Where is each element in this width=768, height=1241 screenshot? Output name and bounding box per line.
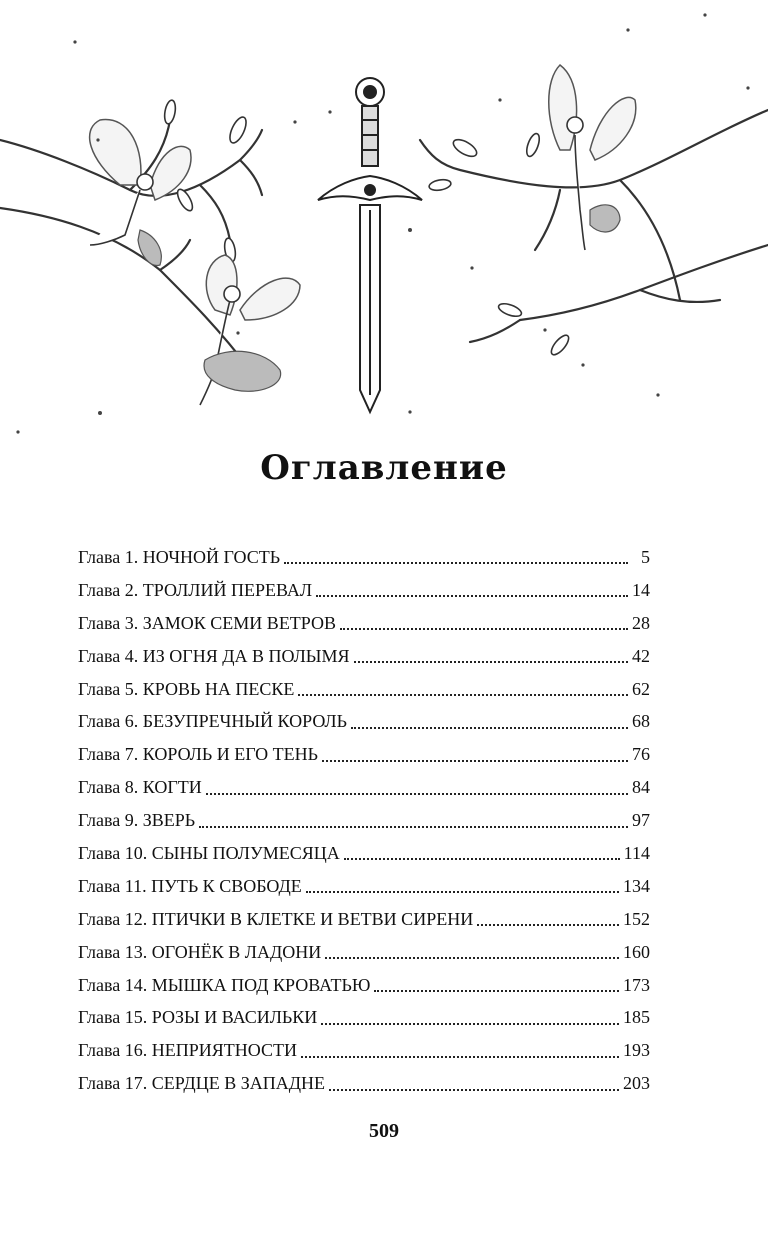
toc-leader-dots xyxy=(301,1056,619,1058)
toc-leader-dots xyxy=(340,628,628,630)
toc-entry-page: 68 xyxy=(632,711,650,732)
toc-leader-dots xyxy=(321,1023,619,1025)
toc-entry-label: Глава 8. КОГТИ xyxy=(78,777,202,798)
toc-leader-dots xyxy=(306,891,619,893)
toc-leader-dots xyxy=(477,924,619,926)
toc-entry[interactable] xyxy=(78,673,650,706)
toc-leader-dots xyxy=(284,562,628,564)
toc-entry[interactable] xyxy=(78,738,650,771)
toc-entry-label: Глава 12. ПТИЧКИ В КЛЕТКЕ И ВЕТВИ СИРЕНИ xyxy=(78,908,474,929)
header-illustration xyxy=(0,0,768,440)
toc-entry-label: Глава 4. ИЗ ОГНЯ ДА В ПОЛЫМЯ xyxy=(78,645,350,666)
toc-entry-label: Глава 14. МЫШКА ПОД КРОВАТЬЮ xyxy=(78,974,371,995)
toc-entry-page: 185 xyxy=(623,1007,650,1028)
toc-entry-label: Глава 10. СЫНЫ ПОЛУМЕСЯЦА xyxy=(78,843,340,864)
toc-entry-label: Глава 6. БЕЗУПРЕЧНЫЙ КОРОЛЬ xyxy=(78,711,347,732)
toc-entry-page: 14 xyxy=(632,579,650,600)
toc-entry[interactable] xyxy=(78,541,650,574)
toc-entry[interactable] xyxy=(78,969,650,1002)
toc-entry[interactable] xyxy=(78,771,650,804)
toc-entry[interactable] xyxy=(78,1001,650,1034)
toc-entry-label: Глава 7. КОРОЛЬ И ЕГО ТЕНЬ xyxy=(78,744,318,765)
sword-icon xyxy=(318,78,422,412)
toc-leader-dots xyxy=(322,760,628,762)
toc-entry-page: 76 xyxy=(632,744,650,765)
toc-entry-page: 160 xyxy=(623,941,650,962)
toc-leader-dots xyxy=(354,661,628,663)
toc-leader-dots xyxy=(329,1089,619,1091)
fairy-middle-wings xyxy=(206,255,237,315)
toc-leader-dots xyxy=(206,793,628,795)
toc-entry-page: 84 xyxy=(632,777,650,798)
toc-entry-page: 173 xyxy=(623,974,650,995)
toc-entry-label: Глава 5. КРОВЬ НА ПЕСКЕ xyxy=(78,678,295,699)
toc-entry-label: Глава 11. ПУТЬ К СВОБОДЕ xyxy=(78,875,302,896)
toc-leader-dots xyxy=(298,694,628,696)
toc-leader-dots xyxy=(325,957,619,959)
toc-entry-label: Глава 3. ЗАМОК СЕМИ ВЕТРОВ xyxy=(78,612,337,633)
toc-entry-label: Глава 1. НОЧНОЙ ГОСТЬ xyxy=(78,547,281,567)
toc-entry-page: 97 xyxy=(632,810,650,831)
toc-entry-page: 134 xyxy=(623,875,650,896)
toc-entry-page: 114 xyxy=(623,843,650,864)
toc-entry-page: 28 xyxy=(632,612,650,633)
toc-leader-dots xyxy=(374,990,619,992)
toc-leader-dots xyxy=(351,727,628,729)
toc-entry[interactable] xyxy=(78,574,650,607)
table-of-contents xyxy=(78,541,650,1100)
toc-entry[interactable] xyxy=(78,640,650,673)
toc-entry-page: 42 xyxy=(632,645,650,666)
toc-entry-page: 193 xyxy=(623,1040,650,1061)
toc-entry[interactable] xyxy=(78,870,650,903)
toc-entry-label: Глава 9. ЗВЕРЬ xyxy=(78,810,196,831)
toc-leader-dots xyxy=(344,858,620,860)
toc-entry-page: 152 xyxy=(623,908,650,929)
toc-title: Оглавление xyxy=(260,448,508,488)
toc-entry[interactable] xyxy=(78,903,650,936)
toc-leader-dots xyxy=(199,826,628,828)
toc-entry[interactable] xyxy=(78,705,650,738)
toc-entry[interactable] xyxy=(78,1067,650,1100)
toc-entry-label: Глава 17. СЕРДЦЕ В ЗАПАДНЕ xyxy=(78,1073,325,1094)
toc-leader-dots xyxy=(316,595,628,597)
page-number: 509 xyxy=(369,1120,399,1142)
toc-entry[interactable] xyxy=(78,804,650,837)
toc-entry[interactable] xyxy=(78,1034,650,1067)
toc-entry-page: 203 xyxy=(623,1073,650,1094)
toc-entry[interactable] xyxy=(78,936,650,969)
toc-entry[interactable] xyxy=(78,607,650,640)
toc-entry-label: Глава 16. НЕПРИЯТНОСТИ xyxy=(78,1040,297,1061)
toc-entry-page: 62 xyxy=(632,678,650,699)
toc-entry-page: 5 xyxy=(641,547,650,567)
toc-entry-label: Глава 13. ОГОНЁК В ЛАДОНИ xyxy=(78,941,322,962)
toc-entry[interactable] xyxy=(78,837,650,870)
toc-entry-label: Глава 15. РОЗЫ И ВАСИЛЬКИ xyxy=(78,1007,318,1028)
toc-entry-label: Глава 2. ТРОЛЛИЙ ПЕРЕВАЛ xyxy=(78,579,313,600)
fairy-right-wings xyxy=(549,65,577,150)
